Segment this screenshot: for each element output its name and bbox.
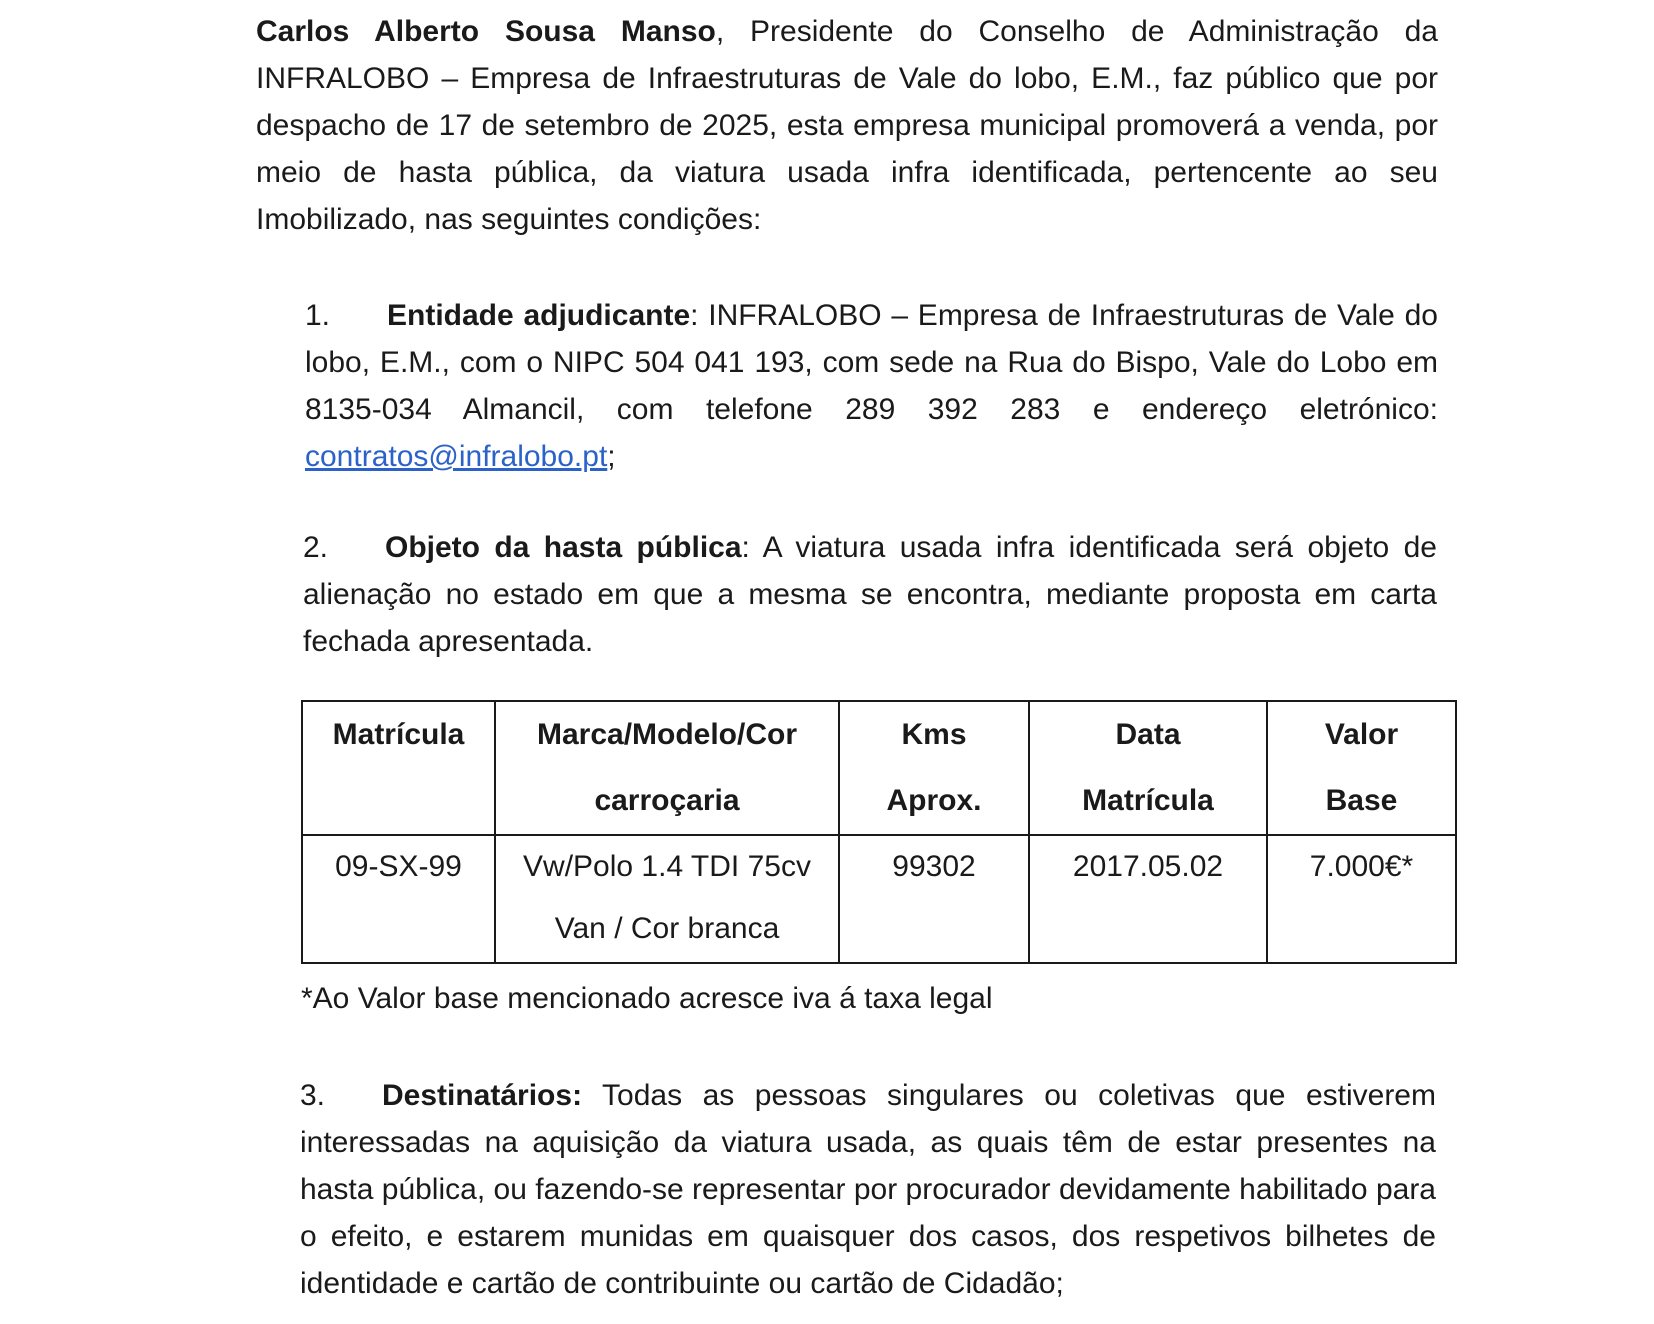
clause-text: : A viatura usada infra identificada será objeto de alienação no estado em que a mesma se encontra, mediante proposta em carta fechada apresentada. bbox=[303, 531, 1437, 658]
header-kms: Kms Aprox. bbox=[839, 701, 1029, 835]
cell-matricula: 09-SX-99 bbox=[302, 835, 495, 963]
president-name: Carlos Alberto Sousa Manso bbox=[256, 15, 716, 48]
intro-text: , Presidente do Conselho de Administração da INFRALOBO – Empresa de Infraestruturas de Vale do lobo, E.M., faz público que por despacho de 17 de setembro de 2025, esta empresa municipal promoverá a venda, por meio de hasta pública, da viatura usada infra identificada, pertencente ao seu Imobilizado, nas seguintes condições: bbox=[256, 15, 1438, 236]
table-footnote: *Ao Valor base mencionado acresce iva á taxa legal bbox=[301, 982, 993, 1015]
clause-1 bbox=[305, 292, 1438, 480]
clause-number: 3. bbox=[300, 1079, 326, 1112]
clause-text: : INFRALOBO – Empresa de Infraestruturas de Vale do lobo, E.M., com o NIPC 504 041 193, com sede na Rua do Bispo, Vale do Lobo em 8135-034 Almancil, com telefone 289 392 283 e endereço eletrónico: bbox=[305, 299, 1438, 426]
table-row bbox=[302, 835, 1456, 963]
vehicle-table bbox=[301, 700, 1457, 964]
cell-data-matricula: 2017.05.02 bbox=[1029, 835, 1267, 963]
header-data-matricula: Data Matrícula bbox=[1029, 701, 1267, 835]
clause-text: Todas as pessoas singulares ou coletivas que estiverem interessadas na aquisição da viatura usada, as quais têm de estar presentes na hasta pública, ou fazendo-se representar por procurador devidamente habilitado para o efeito, e estarem munidas em quaisquer dos casos, dos respetivos bilhetes de identidade e cartão de contribuinte ou cartão de Cidadão; bbox=[300, 1079, 1436, 1300]
cell-marca-modelo: Vw/Polo 1.4 TDI 75cv Van / Cor branca bbox=[495, 835, 839, 963]
header-valor-base: Valor Base bbox=[1267, 701, 1456, 835]
header-marca-modelo: Marca/Modelo/Cor carroçaria bbox=[495, 701, 839, 835]
clause-heading: Objeto da hasta pública bbox=[385, 531, 742, 564]
cell-valor-base: 7.000€* bbox=[1267, 835, 1456, 963]
table-header-row bbox=[302, 701, 1456, 835]
cell-kms: 99302 bbox=[839, 835, 1029, 963]
clause-3 bbox=[300, 1072, 1436, 1307]
email-link[interactable]: contratos@infralobo.pt bbox=[305, 440, 608, 473]
clause-2 bbox=[303, 524, 1437, 665]
header-matricula: Matrícula bbox=[302, 701, 495, 835]
clause-heading: Entidade adjudicante bbox=[387, 299, 691, 332]
clause-number: 2. bbox=[303, 531, 329, 564]
clause-heading: Destinatários: bbox=[382, 1079, 583, 1112]
clause-number: 1. bbox=[305, 299, 331, 332]
intro-paragraph bbox=[256, 8, 1438, 243]
clause-tail: ; bbox=[607, 440, 616, 473]
